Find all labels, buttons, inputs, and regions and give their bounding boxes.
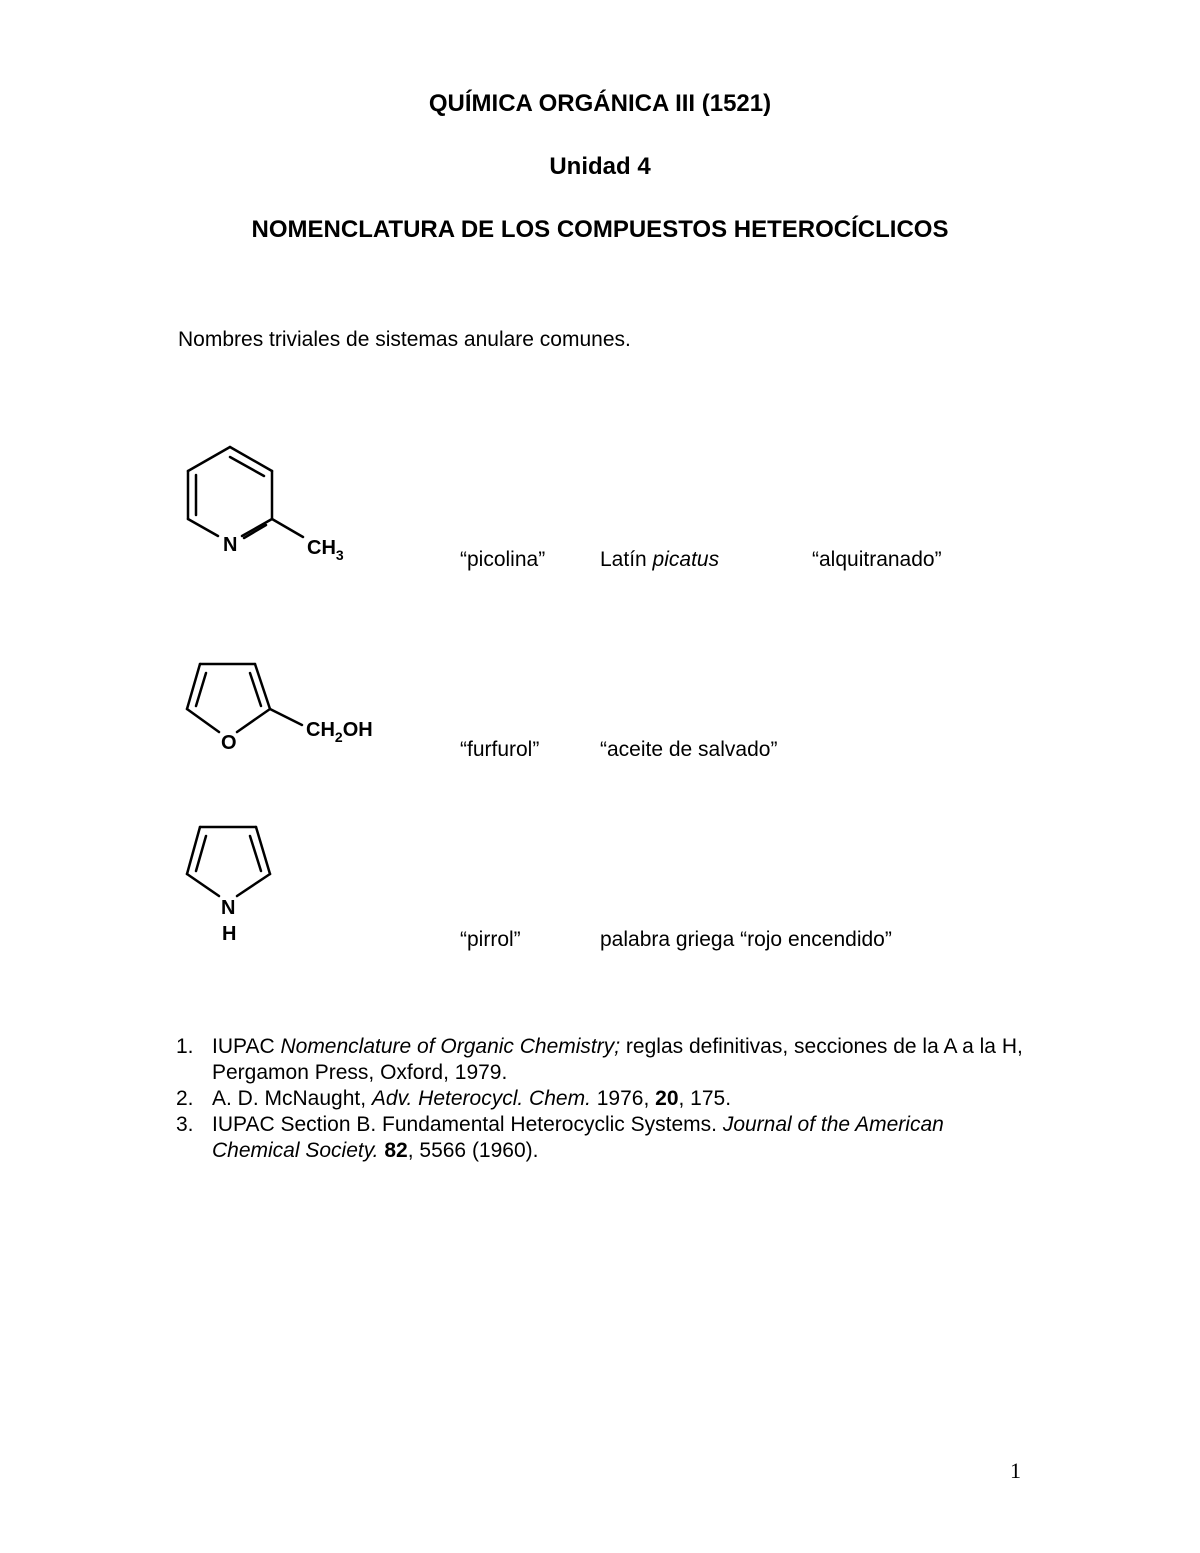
furfurol-structure	[170, 650, 400, 760]
methyl-group: $CH_3$	[307, 537, 344, 563]
pirrol-meaning: palabra griega “rojo encendido”	[600, 928, 892, 951]
pyrrole-h-atom: H	[222, 923, 237, 945]
pyrrole-n-atom: N	[221, 897, 236, 919]
intro-text: Nombres triviales de sistemas anulare comunes.	[178, 328, 631, 351]
course-title: QUÍMICA ORGÁNICA III (1521)	[428, 90, 772, 117]
reference-number: 3.	[176, 1113, 194, 1136]
reference-item: 2. A. D. McNaught, Adv. Heterocycl. Chem. 1976, 20, 175.	[176, 1087, 732, 1110]
hydroxymethyl-group: $CH_2OH$	[306, 719, 373, 745]
pyrrole-structure	[170, 815, 300, 950]
picoline-structure	[170, 435, 370, 575]
pirrol-name: “pirrol”	[460, 928, 521, 951]
picolina-name: “picolina”	[460, 548, 546, 571]
unit-title: Unidad 4	[549, 153, 651, 180]
furfurol-name: “furfurol”	[460, 738, 540, 761]
furan-o-atom: O	[221, 732, 237, 754]
references-list	[176, 1034, 1036, 1164]
reference-item: 1. IUPAC Nomenclature of Organic Chemistry; reglas definitivas, secciones de la A a la H, Pergamon Press, Oxford, 1979.	[176, 1035, 1023, 1084]
topic-title: NOMENCLATURA DE LOS COMPUESTOS HETEROCÍCLICOS	[251, 216, 949, 243]
reference-number: 2.	[176, 1087, 194, 1110]
furfurol-meaning: “aceite de salvado”	[600, 738, 778, 761]
reference-number: 1.	[176, 1035, 194, 1058]
picolina-origin: Latín picatus	[600, 548, 720, 571]
pyridine-n-atom: N	[223, 534, 238, 556]
page-number: 1	[1010, 1458, 1021, 1483]
reference-item: 3. IUPAC Section B. Fundamental Heterocyclic Systems. Journal of the American Chemical Society. 82, 5566 (1960).	[176, 1113, 944, 1162]
picolina-meaning: “alquitranado”	[812, 548, 942, 571]
